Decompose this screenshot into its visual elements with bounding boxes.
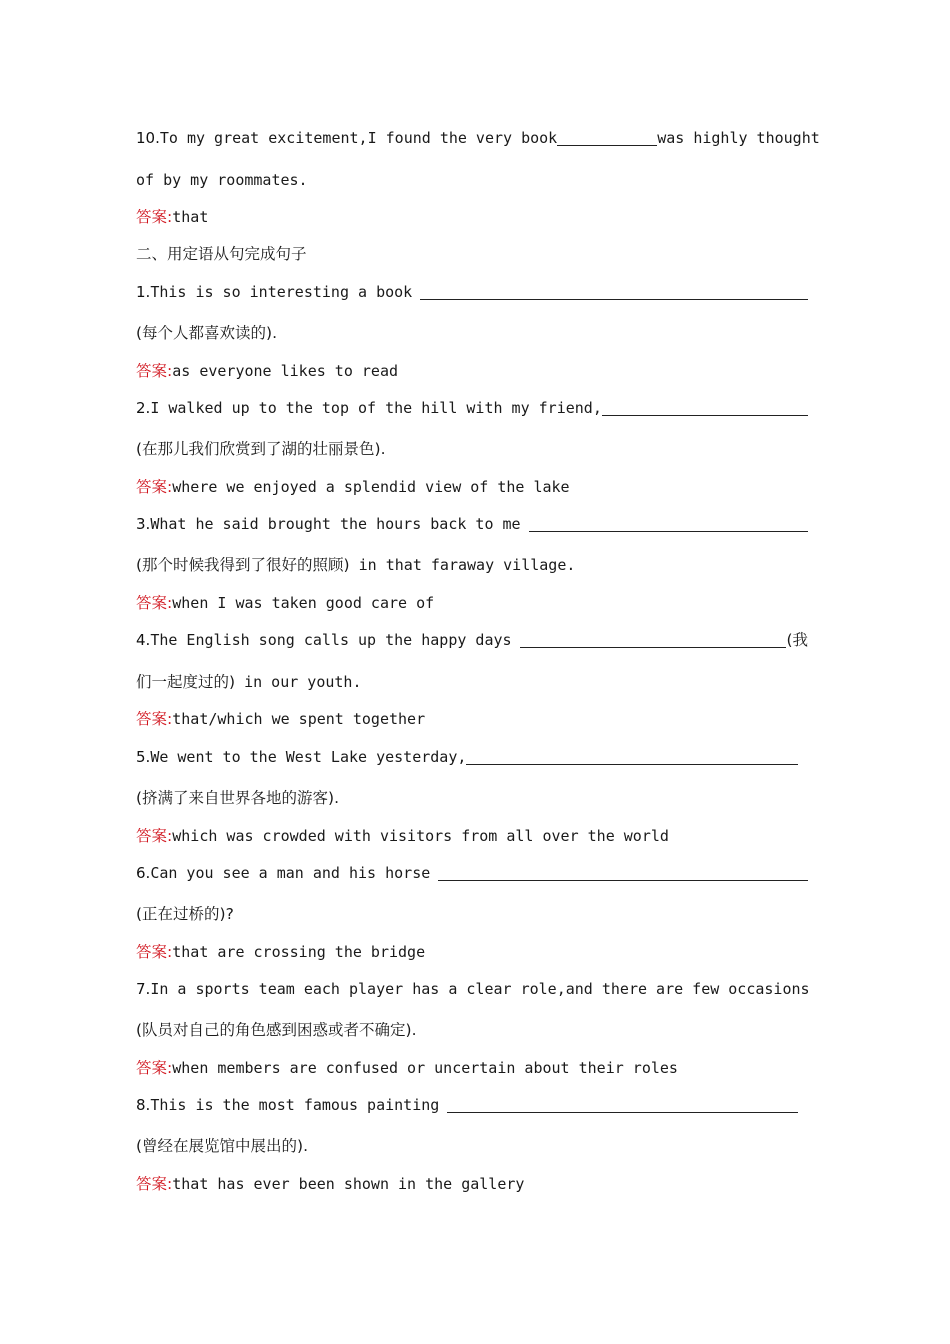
question-text: I walked up to the top of the hill with my friend, [150, 399, 602, 417]
answer-text: that/which we spent together [172, 710, 426, 728]
answer-text: that has ever been shown in the gallery [172, 1175, 525, 1193]
answer-blank [466, 748, 798, 765]
chinese-prompt: (每个人都喜欢读的). [136, 324, 278, 342]
question-3-line-1 [136, 512, 808, 536]
answer-blank [557, 129, 657, 146]
section-title: 二、用定语从句完成句子 [136, 245, 307, 263]
question-8-line-1 [136, 1093, 798, 1117]
question-1-line-2 [136, 321, 808, 345]
question-text: The English song calls up the happy days [150, 631, 512, 649]
question-text: In a sports team each player has a clear role,and there are few occasions [150, 980, 810, 998]
answer-text: where we enjoyed a splendid view of the lake [172, 478, 570, 496]
answer-5 [136, 824, 808, 848]
question-number: 8. [136, 1096, 151, 1114]
chinese-prompt: (正在过桥的)? [136, 905, 234, 923]
answer-label: 答案: [136, 943, 173, 961]
question-7-line-1 [136, 977, 808, 1001]
answer-2 [136, 475, 808, 499]
answer-blank [520, 631, 787, 648]
answer-text: as everyone likes to read [172, 362, 399, 380]
answer-text: that [172, 208, 209, 226]
chinese-prompt: 们一起度过的) [136, 673, 236, 691]
question-number: 4. [136, 631, 151, 649]
answer-3 [136, 591, 808, 615]
chinese-prompt: (那个时候我得到了很好的照顾) [136, 556, 350, 574]
answer-label: 答案: [136, 710, 173, 728]
question-text: This is the most famous painting [150, 1096, 440, 1114]
question-number: 5. [136, 748, 151, 766]
question-text: was highly thought [657, 129, 820, 147]
chinese-prompt: (在那儿我们欣赏到了湖的壮丽景色). [136, 440, 386, 458]
answer-label: 答案: [136, 1059, 173, 1077]
question-3-line-2 [136, 553, 808, 577]
answer-blank [447, 1096, 798, 1113]
question-5-line-2 [136, 786, 808, 810]
answer-text: when I was taken good care of [172, 594, 435, 612]
question-text: What he said brought the hours back to me [150, 515, 521, 533]
question-number: 1. [136, 283, 151, 301]
chinese-prompt: (队员对自己的角色感到困惑或者不确定). [136, 1021, 417, 1039]
answer-7 [136, 1056, 808, 1080]
answer-blank [529, 515, 808, 532]
chinese-prompt: (曾经在展览馆中展出的). [136, 1137, 309, 1155]
question-4-line-2 [136, 670, 808, 694]
question-text: Can you see a man and his horse [150, 864, 431, 882]
answer-label: 答案: [136, 478, 173, 496]
answer-label: 答案: [136, 594, 173, 612]
question-text: We went to the West Lake yesterday, [150, 748, 467, 766]
question-number: 10. [136, 129, 160, 147]
answer-10 [136, 205, 808, 229]
question-number: 7. [136, 980, 151, 998]
question-text: in that faraway village. [349, 556, 576, 574]
question-text: of by my roommates. [136, 171, 308, 189]
question-number: 6. [136, 864, 151, 882]
answer-label: 答案: [136, 1175, 173, 1193]
answer-label: 答案: [136, 208, 173, 226]
question-number: 2. [136, 399, 151, 417]
question-10-line-2 [136, 168, 808, 192]
answer-text: that are crossing the bridge [172, 943, 426, 961]
chinese-prompt: (挤满了来自世界各地的游客). [136, 789, 340, 807]
question-8-line-2 [136, 1134, 808, 1158]
chinese-prompt: (我 [786, 631, 808, 649]
answer-label: 答案: [136, 827, 173, 845]
question-10-line-1 [136, 126, 820, 150]
answer-1 [136, 359, 808, 383]
answer-blank [602, 399, 808, 416]
answer-blank [438, 864, 808, 881]
question-text: This is so interesting a book [150, 283, 413, 301]
answer-4 [136, 707, 808, 731]
question-5-line-1 [136, 745, 798, 769]
answer-8 [136, 1172, 808, 1196]
question-7-line-2 [136, 1018, 808, 1042]
answer-text: when members are confused or uncertain about their roles [172, 1059, 678, 1077]
question-2-line-1 [136, 396, 808, 420]
question-1-line-1 [136, 280, 808, 304]
question-6-line-1 [136, 861, 808, 885]
answer-label: 答案: [136, 362, 173, 380]
answer-blank [420, 283, 808, 300]
question-6-line-2 [136, 902, 808, 926]
question-2-line-2 [136, 437, 808, 461]
answer-6 [136, 940, 808, 964]
question-4-line-1 [136, 628, 808, 652]
question-text: in our youth. [235, 673, 362, 691]
answer-text: which was crowded with visitors from all over the world [172, 827, 669, 845]
question-number: 3. [136, 515, 151, 533]
question-text: To my great excitement,I found the very book [159, 129, 558, 147]
